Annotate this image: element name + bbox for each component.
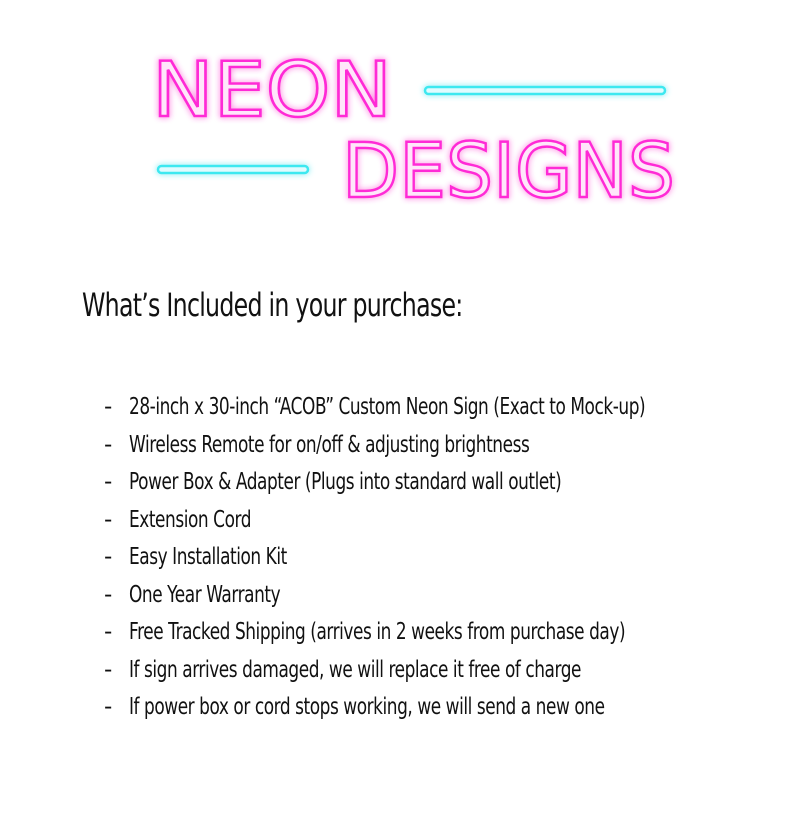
list-item-text: Free Tracked Shipping (arrives in 2 weeks from purchase day): [129, 619, 626, 645]
bullet-dash: -: [104, 694, 113, 720]
logo-line-neon: NEON: [152, 45, 392, 134]
page-heading: What’s Included in your purchase:: [82, 286, 463, 324]
list-item-text: Extension Cord: [129, 506, 252, 533]
list-item-text: Wireless Remote for on/off & adjusting brightness: [129, 431, 530, 458]
neon-bar-bottom: [158, 166, 308, 173]
bullet-dash: -: [104, 431, 113, 458]
list-item: [104, 502, 764, 540]
list-item: [104, 652, 764, 690]
bullet-dash: -: [104, 581, 113, 608]
list-item-text: Easy Installation Kit: [129, 544, 287, 570]
list-item-text: If sign arrives damaged, we will replace it free of charge: [129, 656, 582, 683]
list-item-text: Power Box & Adapter (Plugs into standard wall outlet): [129, 469, 562, 495]
list-item: [104, 539, 764, 577]
neon-bar-top: [425, 87, 665, 94]
bullet-dash: -: [104, 544, 113, 570]
list-item-text: One Year Warranty: [129, 581, 281, 608]
list-item: [104, 577, 764, 615]
list-item: [104, 389, 764, 427]
list-item: [104, 427, 764, 465]
bullet-dash: -: [104, 506, 113, 533]
list-item: [104, 689, 764, 727]
bullet-dash: -: [104, 619, 113, 645]
bullet-dash: -: [104, 469, 113, 495]
bullet-dash: -: [104, 656, 113, 683]
bullet-dash: -: [104, 394, 113, 420]
logo-line-designs: DESIGNS: [342, 126, 675, 215]
included-items-list: [104, 389, 764, 727]
list-item: [104, 614, 764, 652]
list-item-text: 28-inch x 30-inch “ACOB” Custom Neon Sign (Exact to Mock-up): [129, 394, 646, 420]
list-item-text: If power box or cord stops working, we will send a new one: [129, 694, 605, 720]
neon-designs-logo: [0, 0, 791, 230]
list-item: [104, 464, 764, 502]
